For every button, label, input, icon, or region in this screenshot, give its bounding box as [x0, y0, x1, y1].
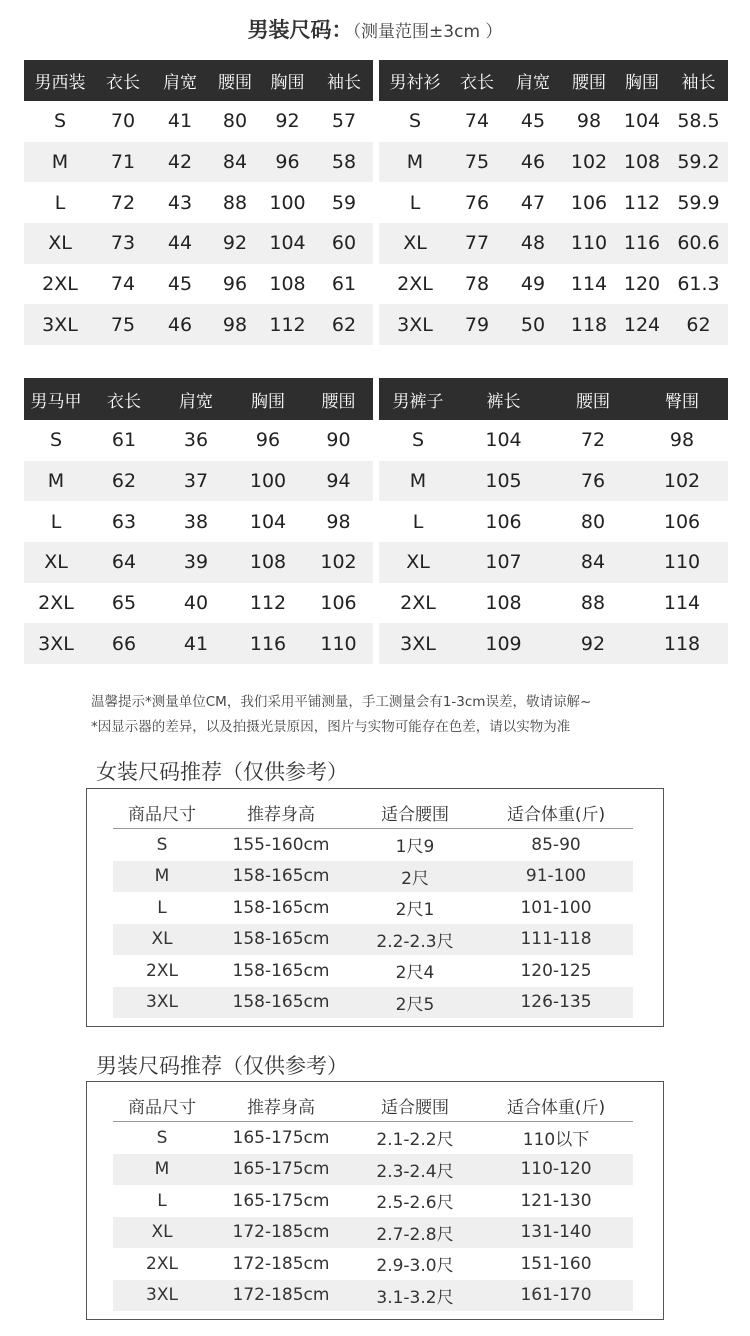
table-row — [24, 501, 373, 542]
header-cell: 适合腰围 — [351, 797, 479, 829]
table-cell: 98 — [210, 304, 260, 345]
suit-size-table — [24, 60, 373, 345]
table-cell: 158-165cm — [232, 897, 330, 918]
table-cell: 104 — [249, 510, 287, 533]
table-cell: 92 — [210, 223, 260, 264]
table-cell: 70 — [110, 110, 136, 133]
table-cell: 43 — [167, 191, 193, 214]
header-cell: 衣长 — [96, 60, 150, 101]
header-cell: 臀围 — [636, 378, 728, 420]
table-cell: 3XL — [379, 623, 457, 664]
table-cell: 107 — [457, 542, 550, 583]
header-cell: 男衬衫 — [379, 60, 451, 101]
measurement-note: 温馨提示*测量单位CM，我们采用平铺测量，手工测量会有1-3cm误差，敬请谅解~ — [91, 694, 592, 710]
table-cell: 165-175cm — [232, 1190, 330, 1211]
header-cell: 腰围 — [563, 60, 615, 101]
table-cell: 124 — [615, 304, 669, 345]
table-cell: 2.2-2.3尺 — [351, 924, 479, 956]
table-cell: 118 — [636, 623, 728, 664]
table-cell: 110-120 — [479, 1154, 633, 1186]
header-cell: 推荐身高 — [211, 797, 351, 829]
table-row — [24, 142, 373, 183]
table-cell: 80 — [580, 510, 606, 533]
table-cell: 79 — [451, 304, 503, 345]
table-cell: 92 — [550, 623, 636, 664]
table-cell: 172-185cm — [232, 1253, 330, 1274]
table-header-row — [379, 60, 728, 101]
table-cell: XL — [24, 542, 88, 583]
table-row — [379, 182, 728, 223]
table-cell: 84 — [550, 542, 636, 583]
header-cell: 男裤子 — [379, 378, 457, 420]
table-row — [24, 420, 373, 461]
table-cell: 45 — [520, 110, 546, 133]
table-cell: L — [157, 1190, 167, 1211]
table-cell: 46 — [503, 142, 563, 183]
table-row — [379, 264, 728, 305]
table-cell: 114 — [570, 273, 608, 296]
table-cell: S — [156, 1127, 168, 1148]
table-cell: L — [412, 510, 424, 533]
table-cell: 98 — [326, 510, 351, 533]
table-cell: 98 — [669, 429, 695, 452]
header-cell: 肩宽 — [160, 378, 232, 420]
table-cell: 39 — [160, 542, 232, 583]
table-cell: M — [113, 1154, 211, 1186]
table-row — [113, 1185, 633, 1217]
table-cell: 2XL — [397, 273, 433, 296]
table-cell: 59 — [331, 191, 357, 214]
table-cell: 75 — [96, 304, 150, 345]
table-header-row — [24, 60, 373, 101]
table-cell: 75 — [451, 142, 503, 183]
table-cell: 116 — [615, 223, 669, 264]
table-cell: 96 — [255, 429, 281, 452]
table-row — [379, 223, 728, 264]
header-cell: 衣长 — [88, 378, 160, 420]
table-cell: 112 — [249, 592, 287, 615]
header-cell: 商品尺寸 — [113, 1090, 211, 1122]
table-cell: 2XL — [400, 592, 436, 615]
table-cell: 112 — [260, 304, 315, 345]
table-cell: XL — [113, 1217, 211, 1249]
table-cell: 108 — [269, 273, 306, 296]
header-cell: 袖长 — [669, 60, 728, 101]
table-row — [379, 101, 728, 142]
header-cell: 袖长 — [315, 60, 373, 101]
header-cell: 裤长 — [457, 378, 550, 420]
table-cell: 61 — [111, 429, 137, 452]
table-cell: 108 — [485, 592, 522, 615]
header-cell: 胸围 — [260, 60, 315, 101]
table-cell: 118 — [563, 304, 615, 345]
table-header-row — [113, 1090, 633, 1122]
table-row — [379, 623, 728, 664]
table-cell: 76 — [464, 191, 490, 214]
table-row — [379, 142, 728, 183]
table-cell: S — [408, 110, 422, 133]
table-cell: 90 — [326, 429, 351, 452]
table-cell: 172-185cm — [211, 1280, 351, 1312]
table-row — [24, 264, 373, 305]
table-cell: 62 — [669, 304, 728, 345]
table-cell: 2尺1 — [395, 900, 435, 921]
color-note: *因显示器的差异，以及拍摄光景原因，图片与实物可能存在色差，请以实物为准 — [91, 719, 571, 735]
table-cell: 3XL — [379, 304, 451, 345]
table-row — [113, 1248, 633, 1280]
table-cell: XL — [24, 223, 96, 264]
table-cell: 61.3 — [677, 273, 720, 296]
header-cell: 推荐身高 — [211, 1090, 351, 1122]
table-cell: 38 — [183, 510, 209, 533]
table-cell: 120 — [623, 273, 661, 296]
table-cell: 44 — [150, 223, 210, 264]
table-cell: 1尺9 — [395, 837, 435, 858]
header-cell: 腰围 — [210, 60, 260, 101]
page-title — [0, 14, 750, 44]
table-cell: M — [379, 461, 457, 502]
table-cell: L — [54, 191, 66, 214]
title-main: 男装尺码： — [247, 18, 353, 42]
table-cell: 158-165cm — [211, 861, 351, 893]
table-cell: XL — [379, 223, 451, 264]
table-cell: 71 — [96, 142, 150, 183]
table-row — [113, 1217, 633, 1249]
title-note: （测量范围±3cm ） — [352, 22, 503, 42]
table-cell: 104 — [260, 223, 315, 264]
table-cell: 41 — [167, 110, 193, 133]
table-row — [24, 223, 373, 264]
table-cell: 102 — [304, 542, 373, 583]
table-cell: 2.1-2.2尺 — [376, 1130, 454, 1151]
table-cell: 131-140 — [479, 1217, 633, 1249]
header-cell: 肩宽 — [150, 60, 210, 101]
table-cell: 3XL — [113, 1280, 211, 1312]
table-row — [24, 304, 373, 345]
table-cell: 76 — [550, 461, 636, 502]
table-cell: 121-130 — [520, 1190, 592, 1211]
table-cell: 110 — [636, 542, 728, 583]
header-cell: 衣长 — [451, 60, 503, 101]
table-cell: 112 — [623, 191, 661, 214]
table-row — [113, 924, 633, 956]
table-cell: 102 — [636, 461, 728, 502]
table-cell: 64 — [88, 542, 160, 583]
table-cell: 37 — [160, 461, 232, 502]
table-cell: 100 — [269, 191, 306, 214]
table-cell: 84 — [210, 142, 260, 183]
table-cell: 73 — [96, 223, 150, 264]
header-cell: 胸围 — [615, 60, 669, 101]
table-cell: 61 — [331, 273, 357, 296]
table-row — [113, 861, 633, 893]
table-cell: 3XL — [113, 987, 211, 1019]
table-cell: 72 — [580, 429, 606, 452]
table-cell: 2XL — [42, 273, 78, 296]
table-cell: 48 — [503, 223, 563, 264]
header-cell: 腰围 — [304, 378, 373, 420]
table-row — [379, 461, 728, 502]
table-cell: 165-175cm — [211, 1154, 351, 1186]
table-row — [24, 583, 373, 624]
table-row — [113, 829, 633, 861]
table-cell: M — [379, 142, 451, 183]
table-cell: S — [53, 110, 67, 133]
table-cell: 106 — [663, 510, 701, 533]
table-cell: 2XL — [146, 1253, 178, 1274]
header-cell: 男马甲 — [24, 378, 88, 420]
table-cell: M — [24, 142, 96, 183]
table-cell: 66 — [88, 623, 160, 664]
table-cell: 72 — [110, 191, 136, 214]
table-cell: 2.3-2.4尺 — [351, 1154, 479, 1186]
table-cell: 60 — [315, 223, 373, 264]
table-cell: 91-100 — [479, 861, 633, 893]
table-cell: M — [24, 461, 88, 502]
table-cell: S — [156, 834, 168, 855]
table-row — [24, 182, 373, 223]
women-rec-table — [113, 797, 633, 1018]
table-cell: 110 — [304, 623, 373, 664]
table-cell: 108 — [615, 142, 669, 183]
header-cell: 男西装 — [24, 60, 96, 101]
table-header-row — [113, 797, 633, 829]
table-row — [379, 420, 728, 461]
men-rec-title: 男装尺码推荐（仅供参考） — [96, 1054, 348, 1078]
table-cell: 2尺5 — [351, 987, 479, 1019]
table-cell: 172-185cm — [211, 1217, 351, 1249]
table-row — [24, 101, 373, 142]
table-cell: 3.1-3.2尺 — [351, 1280, 479, 1312]
table-cell: 47 — [520, 191, 546, 214]
table-cell: 65 — [111, 592, 137, 615]
table-cell: 2尺 — [351, 861, 479, 893]
table-cell: L — [157, 897, 167, 918]
table-cell: 2XL — [38, 592, 74, 615]
table-cell: 102 — [563, 142, 615, 183]
table-cell: 110以下 — [522, 1130, 590, 1151]
header-cell: 适合腰围 — [351, 1090, 479, 1122]
table-cell: 85-90 — [531, 834, 581, 855]
table-cell: 88 — [580, 592, 606, 615]
table-cell: 2.7-2.8尺 — [351, 1217, 479, 1249]
table-cell: 2.9-3.0尺 — [376, 1256, 454, 1277]
table-cell: 109 — [457, 623, 550, 664]
table-row — [379, 501, 728, 542]
table-cell: 58 — [315, 142, 373, 183]
shirt-size-table — [379, 60, 728, 345]
table-row — [113, 955, 633, 987]
table-cell: 77 — [451, 223, 503, 264]
table-cell: 74 — [110, 273, 136, 296]
table-cell: S — [411, 429, 425, 452]
header-cell: 胸围 — [232, 378, 304, 420]
table-row — [379, 304, 728, 345]
table-cell: 126-135 — [479, 987, 633, 1019]
header-cell: 肩宽 — [503, 60, 563, 101]
table-cell: 62 — [88, 461, 160, 502]
table-cell: 41 — [160, 623, 232, 664]
vest-size-table — [24, 378, 373, 664]
table-cell: 58.5 — [677, 110, 720, 133]
table-cell: 106 — [570, 191, 608, 214]
table-cell: 2XL — [146, 960, 178, 981]
table-cell: 120-125 — [520, 960, 592, 981]
table-cell: 111-118 — [479, 924, 633, 956]
table-row — [113, 987, 633, 1019]
table-cell: 78 — [464, 273, 490, 296]
header-cell: 适合体重(斤) — [479, 1090, 633, 1122]
table-cell: 106 — [485, 510, 522, 533]
table-cell: 80 — [222, 110, 248, 133]
table-row — [113, 1122, 633, 1154]
table-cell: XL — [113, 924, 211, 956]
header-cell: 适合体重(斤) — [479, 797, 633, 829]
table-row — [113, 1280, 633, 1312]
table-cell: 158-165cm — [211, 924, 351, 956]
table-row — [379, 583, 728, 624]
table-cell: 94 — [304, 461, 373, 502]
table-cell: 46 — [150, 304, 210, 345]
table-cell: 36 — [183, 429, 209, 452]
table-cell: 108 — [232, 542, 304, 583]
table-cell: 2尺4 — [395, 963, 435, 984]
table-cell: 50 — [503, 304, 563, 345]
header-cell: 商品尺寸 — [113, 797, 211, 829]
table-cell: 98 — [576, 110, 602, 133]
table-cell: XL — [379, 542, 457, 583]
table-cell: S — [49, 429, 63, 452]
table-cell: 104 — [485, 429, 522, 452]
table-cell: 96 — [222, 273, 248, 296]
table-cell: 92 — [275, 110, 300, 133]
table-cell: 74 — [464, 110, 490, 133]
table-cell: 158-165cm — [232, 960, 330, 981]
table-cell: 100 — [232, 461, 304, 502]
table-cell: L — [50, 510, 62, 533]
table-row — [24, 461, 373, 502]
table-row — [113, 892, 633, 924]
table-cell: 105 — [457, 461, 550, 502]
table-cell: 62 — [315, 304, 373, 345]
table-cell: 155-160cm — [232, 834, 330, 855]
table-cell: 106 — [320, 592, 357, 615]
table-cell: 2.5-2.6尺 — [376, 1193, 454, 1214]
women-rec-title: 女装尺码推荐（仅供参考） — [96, 760, 348, 784]
table-row — [113, 1154, 633, 1186]
table-row — [379, 542, 728, 583]
header-cell: 腰围 — [550, 378, 636, 420]
table-cell: 40 — [183, 592, 209, 615]
table-cell: 158-165cm — [211, 987, 351, 1019]
table-cell: 49 — [520, 273, 546, 296]
table-header-row — [379, 378, 728, 420]
table-cell: 63 — [111, 510, 137, 533]
table-cell: 59.2 — [669, 142, 728, 183]
men-rec-table — [113, 1090, 633, 1311]
table-cell: L — [409, 191, 421, 214]
table-cell: 110 — [563, 223, 615, 264]
table-cell: 101-100 — [520, 897, 592, 918]
table-cell: 88 — [222, 191, 248, 214]
table-row — [24, 623, 373, 664]
table-header-row — [24, 378, 373, 420]
table-cell: 42 — [150, 142, 210, 183]
table-cell: M — [113, 861, 211, 893]
table-cell: 116 — [232, 623, 304, 664]
table-cell: 151-160 — [520, 1253, 592, 1274]
pants-size-table — [379, 378, 728, 664]
table-cell: 3XL — [24, 623, 88, 664]
table-row — [24, 542, 373, 583]
table-cell: 114 — [663, 592, 701, 615]
table-cell: 59.9 — [677, 191, 720, 214]
table-cell: 57 — [331, 110, 357, 133]
table-cell: 60.6 — [669, 223, 728, 264]
table-cell: 96 — [260, 142, 315, 183]
table-cell: 161-170 — [479, 1280, 633, 1312]
table-cell: 3XL — [24, 304, 96, 345]
table-cell: 45 — [167, 273, 193, 296]
table-cell: 165-175cm — [232, 1127, 330, 1148]
table-cell: 104 — [623, 110, 661, 133]
